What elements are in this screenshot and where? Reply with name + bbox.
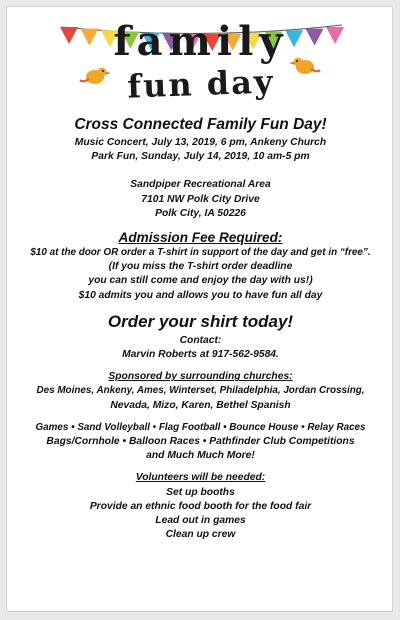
location-line: Sandpiper Recreational Area (130, 179, 271, 191)
event-title: Cross Connected Family Fun Day! (74, 116, 327, 133)
sponsors-line: Nevada, Mizo, Karen, Bethel Spanish (110, 399, 291, 411)
sponsors-heading: Sponsored by surrounding churches: (108, 371, 293, 383)
flyer-page (6, 6, 393, 612)
volunteer-task: Clean up crew (165, 529, 236, 541)
volunteer-task: Lead out in games (155, 515, 246, 527)
schedule-line: Music Concert, July 13, 2019, 6 pm, Ankeny Church (74, 137, 327, 148)
volunteer-task: Set up booths (166, 486, 235, 498)
bunting-flag (60, 27, 78, 44)
flyer-content (7, 115, 393, 542)
sponsors-line: Des Moines, Ankeny, Ames, Winterset, Philadelphia, Jordan Crossing, (36, 385, 365, 397)
bird-right-icon (289, 58, 320, 75)
bunting-flag (326, 27, 344, 44)
admission-line: $10 admits you and allows you to have fun all day (78, 289, 323, 301)
activities-line: Games • Sand Volleyball • Flag Football • Bounce House • Relay Races (35, 421, 366, 433)
location-line: 7101 NW Polk City Drive (141, 193, 260, 205)
admission-line: you can still come and enjoy the day with us!) (88, 275, 313, 287)
activities-line: Bags/Cornhole • Balloon Races • Pathfinder Club Competitions (46, 436, 355, 448)
admission-line: $10 at the door OR order a T-shirt in support of the day and get in “free”. (30, 247, 371, 259)
contact-info: Marvin Roberts at 917-562-9584. (122, 349, 279, 361)
bunting-flag (306, 29, 324, 46)
admission-line: (If you miss the T-shirt order deadline (108, 261, 293, 273)
banner-word-fun-day: fun day (126, 62, 276, 106)
volunteer-task: Provide an ethnic food booth for the food fair (89, 500, 312, 512)
schedule-line: Park Fun, Sunday, July 14, 2019, 10 am-5 pm (91, 151, 310, 163)
contact-label: Contact: (179, 334, 222, 346)
activities-line: and Much Much More! (146, 450, 255, 462)
volunteers-heading: Volunteers will be needed: (135, 472, 266, 484)
family-fun-day-banner (7, 7, 393, 107)
order-shirt-heading: Order your shirt today! (107, 311, 294, 331)
banner-word-family: family (113, 18, 289, 65)
bunting-flag (80, 29, 98, 46)
location-line: Polk City, IA 50226 (155, 207, 246, 219)
bird-left-icon (80, 68, 111, 85)
admission-heading: Admission Fee Required: (118, 230, 283, 246)
